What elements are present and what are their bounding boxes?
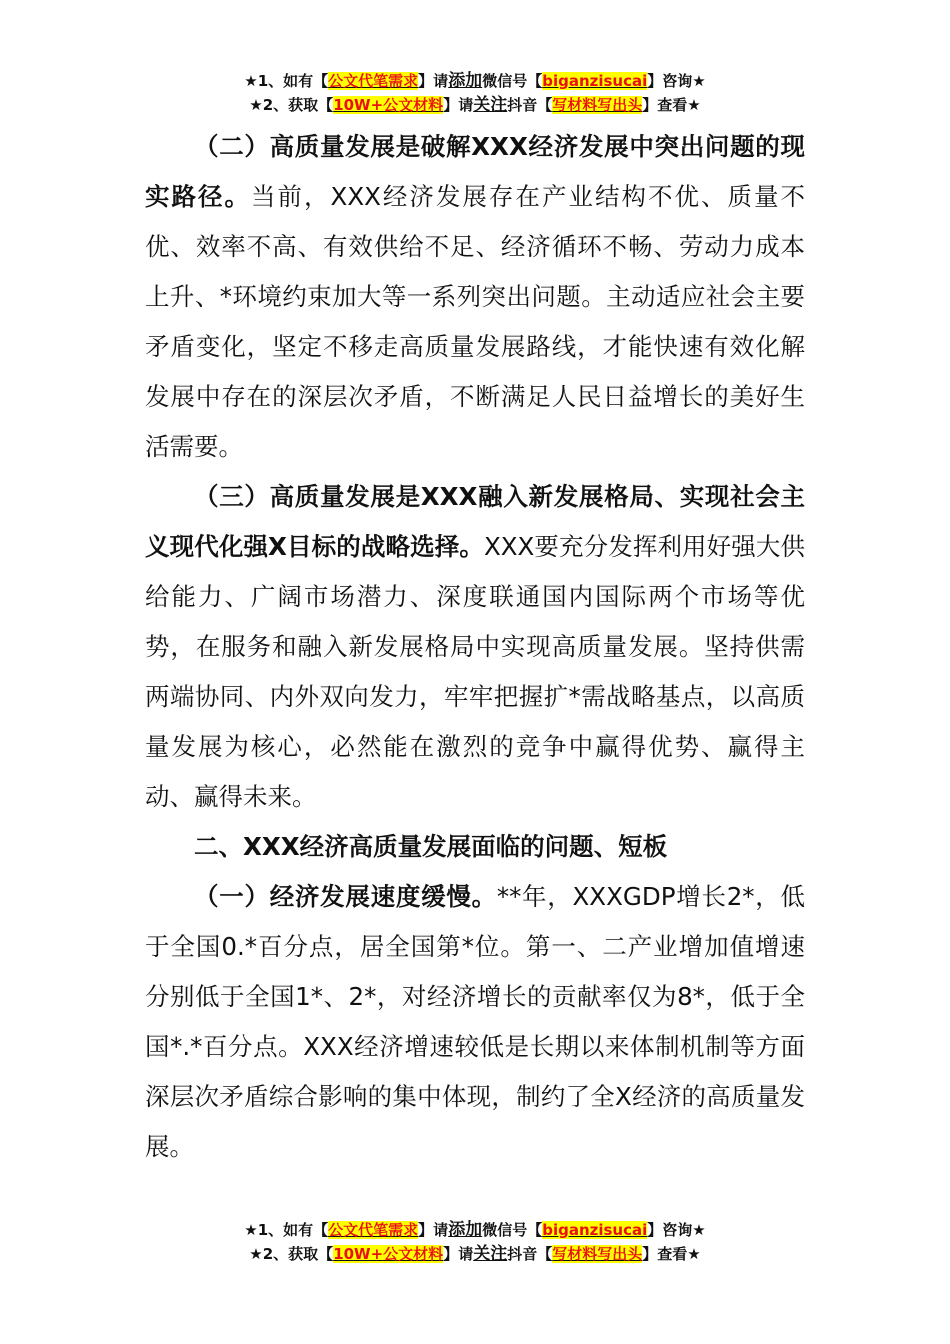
highlight-service: 公文代笔需求 <box>328 72 419 90</box>
highlight-materials: 10W+公文材料 <box>333 1245 444 1263</box>
promo-banner-top <box>0 69 950 117</box>
highlight-douyin-id: 写材料写出头 <box>552 1245 643 1263</box>
document-body <box>145 122 805 1172</box>
promo-line-1: ★1、如有【公文代笔需求】请添加微信号【biganzisucai】咨询★ <box>244 71 706 91</box>
promo-banner-bottom <box>0 1218 950 1266</box>
highlight-douyin-id: 写材料写出头 <box>552 96 643 114</box>
highlight-materials: 10W+公文材料 <box>333 96 444 114</box>
paragraph-body: 当前，XXX经济发展存在产业结构不优、质量不优、效率不高、有效供给不足、经济循环不畅、劳动力成本上升、*环境约束加大等一系列突出问题。主动适应社会主要矛盾变化，坚定不移走高质量发展路线，才能快速有效化解发展中存在的深层次矛盾，不断满足人民日益增长的美好生活需要。 <box>145 182 805 461</box>
highlight-service: 公文代笔需求 <box>328 1221 419 1239</box>
paragraph <box>145 872 805 1172</box>
paragraph <box>145 122 805 472</box>
paragraph-lead: （三）高质量发展是XXX融入新发展格局、实现社会主义现代化强X目标的战略选择。 <box>145 482 805 561</box>
promo-line-2: ★2、获取【10W+公文材料】请关注抖音【写材料写出头】查看★ <box>249 1244 701 1264</box>
section-heading: 二、XXX经济高质量发展面临的问题、短板 <box>194 832 668 861</box>
paragraph <box>145 472 805 822</box>
paragraph-lead: （一）经济发展速度缓慢。 <box>194 882 497 911</box>
promo-line-1: ★1、如有【公文代笔需求】请添加微信号【biganzisucai】咨询★ <box>244 1220 706 1240</box>
paragraph-body: **年，XXXGDP增长2*，低于全国0.*百分点，居全国第*位。第一、二产业增加值增速分别低于全国1*、2*，对经济增长的贡献率仅为8*，低于全国*.*百分点。XXX经济增速较低是长期以来体制机制等方面深层次矛盾综合影响的集中体现，制约了全X经济的高质量发展。 <box>145 882 805 1161</box>
paragraph-body: XXX要充分发挥利用好强大供给能力、广阔市场潜力、深度联通国内国际两个市场等优势，在服务和融入新发展格局中实现高质量发展。坚持供需两端协同、内外双向发力，牢牢把握扩*需战略基点，以高质量发展为核心，必然能在激烈的竞争中赢得优势、赢得主动、赢得未来。 <box>145 532 805 811</box>
highlight-wechat-id: biganzisucai <box>542 1221 648 1239</box>
highlight-wechat-id: biganzisucai <box>542 72 648 90</box>
promo-line-2: ★2、获取【10W+公文材料】请关注抖音【写材料写出头】查看★ <box>249 95 701 115</box>
paragraph-lead: （二）高质量发展是破解XXX经济发展中突出问题的现实路径。 <box>145 132 805 211</box>
